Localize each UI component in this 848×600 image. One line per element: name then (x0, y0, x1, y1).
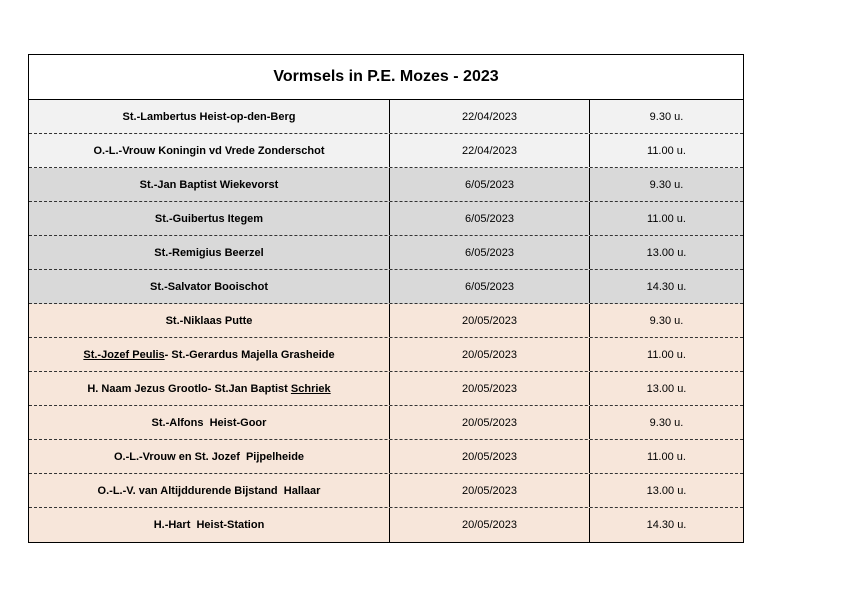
date-cell: 20/05/2023 (390, 304, 590, 337)
parish-cell: St.-Niklaas Putte (29, 304, 390, 337)
time-cell: 9.30 u. (649, 110, 684, 123)
table-row (29, 440, 743, 474)
table-row (29, 270, 743, 304)
time-cell: 14.30 u. (646, 280, 687, 293)
table-row (29, 372, 743, 406)
table-row (29, 168, 743, 202)
table-row (29, 100, 743, 134)
date-cell: 20/05/2023 (390, 372, 590, 405)
date-cell: 22/04/2023 (390, 134, 590, 167)
date-cell: 20/05/2023 (390, 474, 590, 507)
time-cell: 13.00 u. (646, 382, 687, 395)
parish-name-underlined: Schriek (290, 382, 331, 395)
parish-cell (29, 372, 390, 405)
parish-cell: St.-Salvator Booischot (29, 270, 390, 303)
table-row (29, 508, 743, 542)
confirmation-schedule-table (28, 54, 744, 543)
date-cell: 20/05/2023 (390, 508, 590, 542)
time-cell: 9.30 u. (649, 178, 684, 191)
parish-name-underlined: St.-Jozef Peulis (83, 348, 165, 361)
parish-cell: O.-L.-Vrouw en St. Jozef Pijpelheide (29, 440, 390, 473)
parish-cell (29, 338, 390, 371)
date-cell: 20/05/2023 (390, 406, 590, 439)
table-row (29, 474, 743, 508)
time-cell: 14.30 u. (646, 519, 687, 531)
date-cell: 6/05/2023 (390, 168, 590, 201)
parish-cell: St.-Remigius Beerzel (29, 236, 390, 269)
parish-cell: St.-Lambertus Heist-op-den-Berg (29, 100, 390, 133)
table-row (29, 202, 743, 236)
table-row (29, 304, 743, 338)
date-cell: 6/05/2023 (390, 236, 590, 269)
parish-name-rest: H. Naam Jezus Grootlo- St.Jan Baptist (87, 382, 291, 395)
parish-cell: St.-Guibertus Itegem (29, 202, 390, 235)
table-title: Vormsels in P.E. Mozes - 2023 (29, 55, 743, 100)
date-cell: 6/05/2023 (390, 202, 590, 235)
time-cell: 9.30 u. (649, 314, 684, 327)
parish-cell: O.-L.-Vrouw Koningin vd Vrede Zonderschot (29, 134, 390, 167)
parish-cell: St.-Jan Baptist Wiekevorst (29, 168, 390, 201)
parish-cell: O.-L.-V. van Altijddurende Bijstand Hallaar (29, 474, 390, 507)
table-row (29, 338, 743, 372)
time-cell: 11.00 u. (647, 144, 686, 157)
parish-name-rest: - St.-Gerardus Majella Grasheide (164, 348, 335, 361)
table-row (29, 236, 743, 270)
time-cell: 11.00 u. (647, 348, 686, 361)
time-cell: 9.30 u. (649, 416, 684, 429)
time-cell: 11.00 u. (647, 212, 686, 225)
parish-cell: St.-Alfons Heist-Goor (29, 406, 390, 439)
time-cell: 11.00 u. (647, 450, 686, 463)
date-cell: 22/04/2023 (390, 100, 590, 133)
date-cell: 20/05/2023 (390, 440, 590, 473)
table-row (29, 406, 743, 440)
time-cell: 13.00 u. (646, 484, 687, 497)
parish-cell: H.-Hart Heist-Station (29, 508, 390, 542)
table-row (29, 134, 743, 168)
time-cell: 13.00 u. (646, 246, 687, 259)
date-cell: 6/05/2023 (390, 270, 590, 303)
date-cell: 20/05/2023 (390, 338, 590, 371)
